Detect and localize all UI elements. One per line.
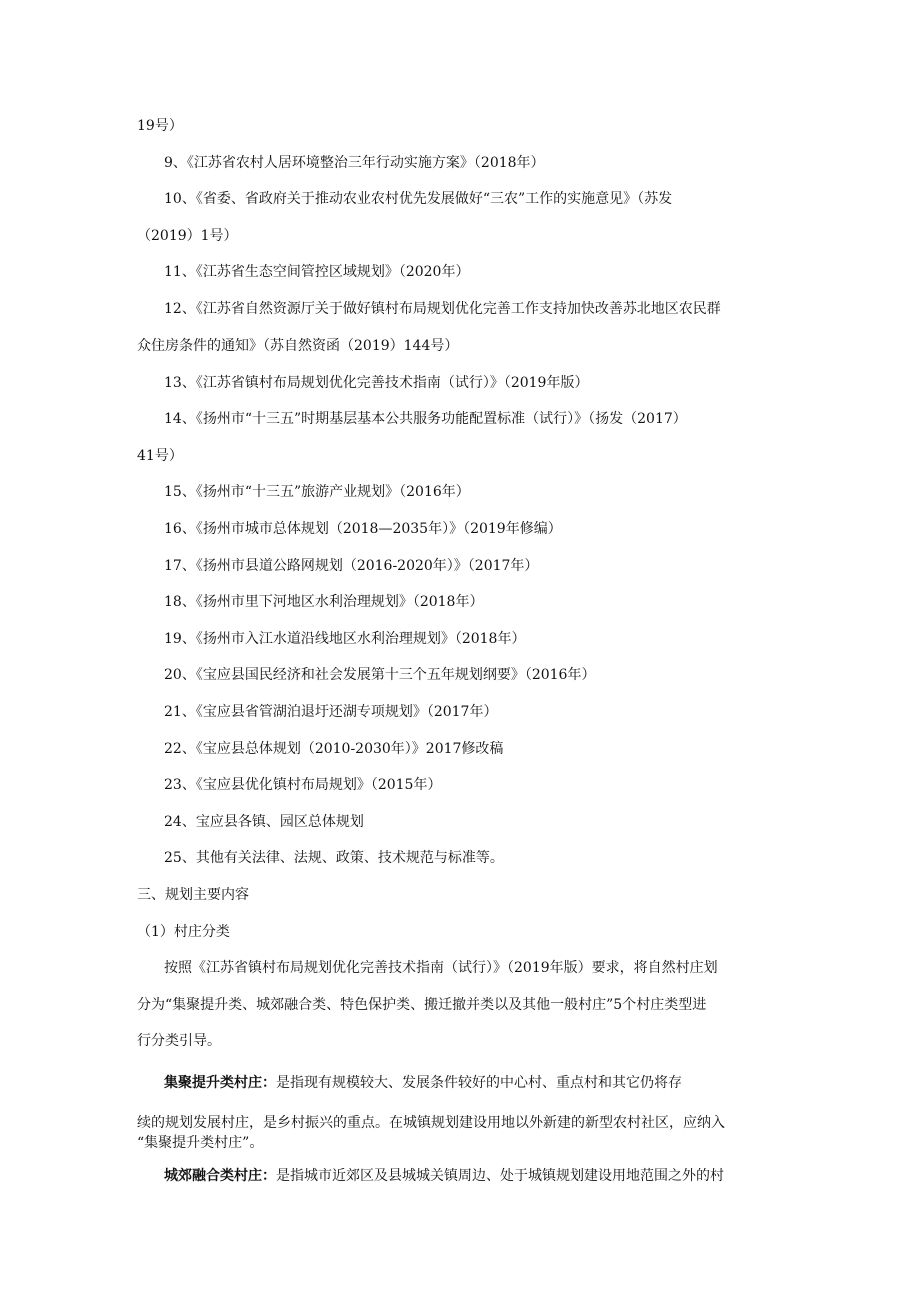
list-item: 15、《扬州市“十三五”旅游产业规划》（2016年） — [164, 484, 470, 500]
list-item: 22、《宝应县总体规划（2010-2030年）》2017修改稿 — [164, 741, 504, 757]
list-item: 16、《扬州市城市总体规划（2018—2035年）》（2019年修编） — [164, 521, 562, 537]
list-item: 24、宝应县各镇、园区总体规划 — [164, 814, 364, 830]
text-line: 19号） — [137, 118, 183, 134]
text-line: （2019）1号） — [137, 228, 238, 244]
term-label: 集聚提升类村庄： — [164, 1075, 276, 1091]
list-item: 9、《江苏省农村人居环境整治三年行动实施方案》（2018年） — [164, 155, 545, 171]
list-item: 21、《宝应县省管湖泊退圩还湖专项规划》（2017年） — [164, 704, 498, 720]
list-item: 12、《江苏省自然资源厅关于做好镇村布局规划优化完善工作支持加快改善苏北地区农民群 — [164, 301, 721, 317]
subsection-heading: （1）村庄分类 — [137, 924, 230, 940]
term-label: 城郊融合类村庄： — [164, 1168, 276, 1184]
list-item: 10、《省委、省政府关于推动农业农村优先发展做好“三农”工作的实施意见》（苏发 — [164, 191, 673, 207]
list-item: 13、《江苏省镇村布局规划优化完善技术指南（试行）》（2019年版） — [164, 375, 589, 391]
term-definition: 是指现有规模较大、发展条件较好的中心村、重点村和其它仍将存 — [276, 1075, 682, 1091]
paragraph-line: 分为“集聚提升类、城郊融合类、特色保护类、搬迁撤并类以及其他一般村庄”5个村庄类型进 — [137, 997, 707, 1013]
list-item: 25、其他有关法律、法规、政策、技术规范与标准等。 — [164, 850, 504, 866]
term-definition: 是指城市近郊区及县城城关镇周边、处于城镇规划建设用地范围之外的村 — [276, 1168, 724, 1184]
paragraph-line — [164, 1073, 682, 1093]
text-line: 41号） — [137, 448, 183, 464]
list-item: 18、《扬州市里下河地区水利治理规划》（2018年） — [164, 594, 484, 610]
paragraph-line: “集聚提升类村庄”。 — [137, 1135, 264, 1151]
section-heading: 三、规划主要内容 — [137, 887, 249, 903]
paragraph-line: 行分类引导。 — [137, 1033, 221, 1049]
paragraph-line: 按照《江苏省镇村布局规划优化完善技术指南（试行）》（2019年版）要求，将自然村庄划 — [164, 960, 718, 976]
list-item: 17、《扬州市县道公路网规划（2016-2020年）》（2017年） — [164, 558, 539, 574]
paragraph-line — [164, 1166, 724, 1186]
list-item: 19、《扬州市入江水道沿线地区水利治理规划》（2018年） — [164, 631, 526, 647]
list-item: 14、《扬州市“十三五”时期基层基本公共服务功能配置标准（试行）》（扬发（2017） — [164, 411, 687, 427]
list-item: 23、《宝应县优化镇村布局规划》（2015年） — [164, 777, 442, 793]
paragraph-line: 续的规划发展村庄，是乡村振兴的重点。在城镇规划建设用地以外新建的新型农村社区，应纳入 — [137, 1115, 725, 1131]
list-item: 11、《江苏省生态空间管控区域规划》（2020年） — [164, 264, 470, 280]
list-item: 20、《宝应县国民经济和社会发展第十三个五年规划纲要》（2016年） — [164, 667, 596, 683]
text-line: 众住房条件的通知》（苏自然资函（2019）144号） — [137, 338, 459, 354]
